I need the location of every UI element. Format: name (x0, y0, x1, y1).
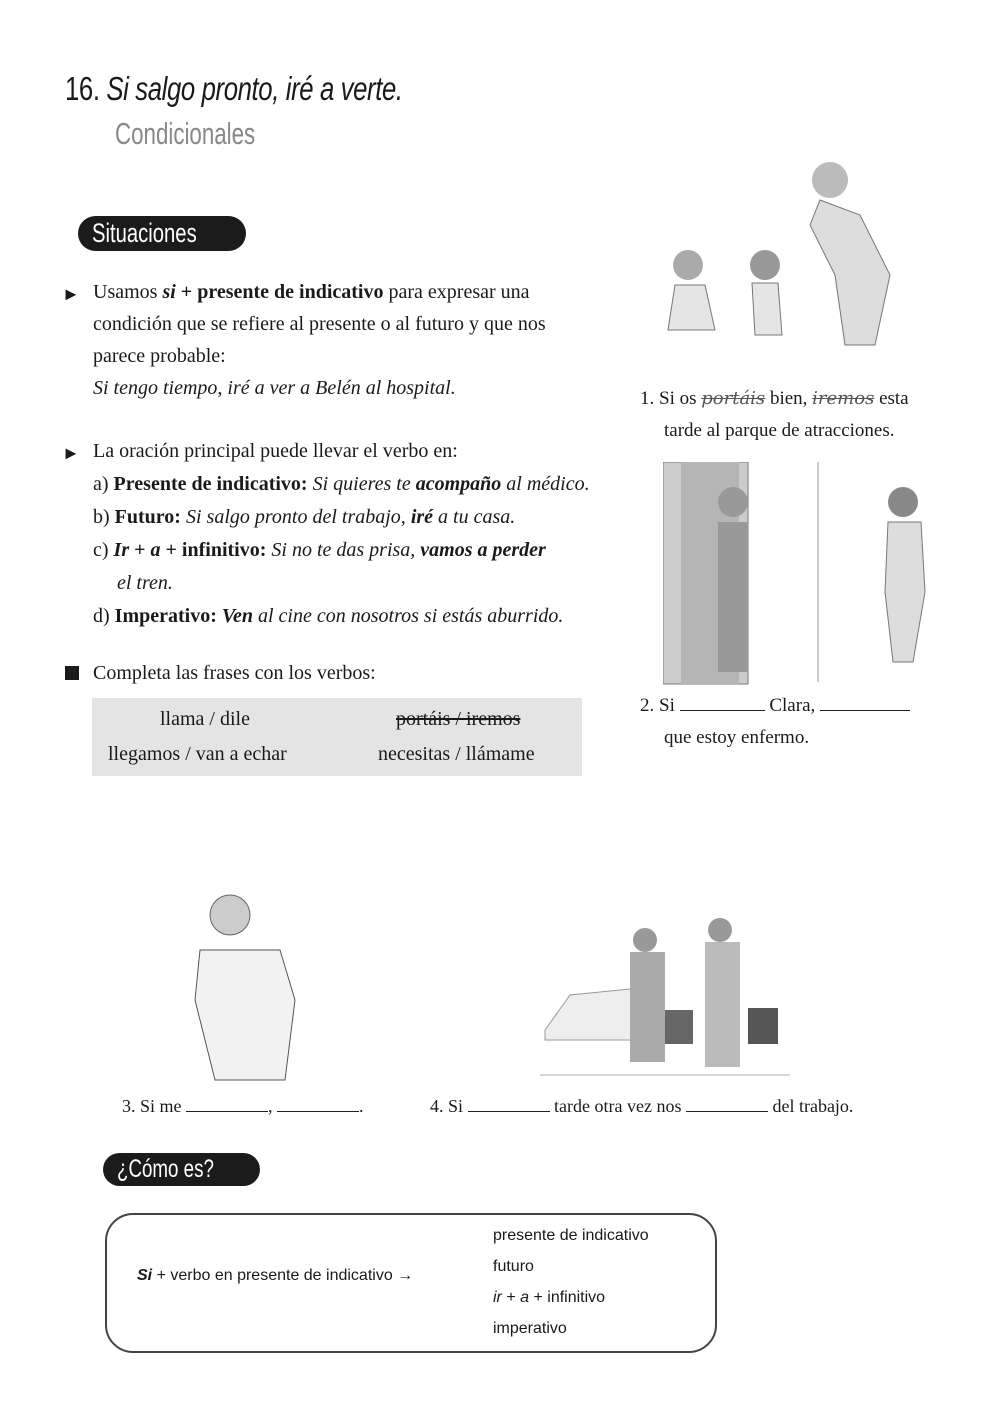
page-title: 16. Si salgo pronto, iré a verte. (65, 70, 403, 107)
rule-2: La oración principal puede llevar el verbo en: a) Presente de indicativo: Si quieres te acompaño al médico. b) Futuro: Si salgo pronto del trabajo, iré a tu casa. c) Ir + a + infinitivo: Si no te das prisa, vamos a perder el tren. d) Imperativo: Ven al cine con nosotros si estás aburrido. (93, 440, 590, 627)
answer-3a-blank[interactable] (186, 1095, 268, 1112)
answer-4b-blank[interactable] (686, 1095, 768, 1112)
summary-option: futuro (493, 1258, 534, 1275)
verb-option: llama / dile (160, 708, 250, 730)
arrow-bullet-icon: ► (62, 443, 80, 463)
illustration-men-hailing-taxi (540, 890, 790, 1085)
section-label-situaciones: Situaciones (78, 216, 246, 251)
exercise-item-1: 1. Si os portáis bien, iremos esta tarde al parque de atracciones. (640, 388, 909, 441)
illustration-man-on-phone (185, 890, 335, 1085)
page-subtitle: Condicionales (115, 116, 256, 151)
answer-4a-blank[interactable] (468, 1095, 550, 1112)
illustration-mother-children (660, 155, 915, 370)
answer-1b[interactable]: iremos (812, 388, 875, 409)
summary-box (105, 1213, 717, 1353)
exercise-item-3: 3. Si me , . (122, 1096, 364, 1116)
section-label-como-es: ¿Cómo es? (103, 1153, 260, 1186)
summary-option: imperativo (493, 1320, 567, 1337)
verb-options-box (92, 698, 582, 776)
answer-3b-blank[interactable] (277, 1095, 359, 1112)
summary-option: presente de indicativo (493, 1227, 649, 1244)
exercise-item-4: 4. Si tarde otra vez nos del trabajo. (430, 1096, 854, 1116)
answer-2a-blank[interactable] (680, 694, 765, 711)
square-bullet-icon (65, 666, 79, 680)
arrow-bullet-icon: ► (62, 284, 80, 304)
verb-option: necesitas / llámame (378, 743, 535, 765)
exercise-instruction: Completa las frases con los verbos: (93, 662, 376, 684)
summary-rule: Si + verbo en presente de indicativo → (137, 1267, 414, 1284)
summary-option: ir + a + infinitivo (493, 1289, 606, 1306)
answer-2b-blank[interactable] (820, 694, 910, 711)
verb-option: llegamos / van a echar (108, 743, 287, 765)
rule-1: Usamos si + presente de indicativo para expresar una condición que se refiere al presente o al futuro y que nos parece probable: Si tengo tiempo, iré a ver a Belén al hospital. (93, 281, 546, 399)
answer-1a[interactable]: portáis (701, 388, 766, 409)
exercise-item-2: 2. Si Clara, que estoy enfermo. (640, 690, 960, 754)
verb-option-used: portáis / iremos (396, 708, 521, 730)
illustration-man-at-door (663, 462, 953, 687)
